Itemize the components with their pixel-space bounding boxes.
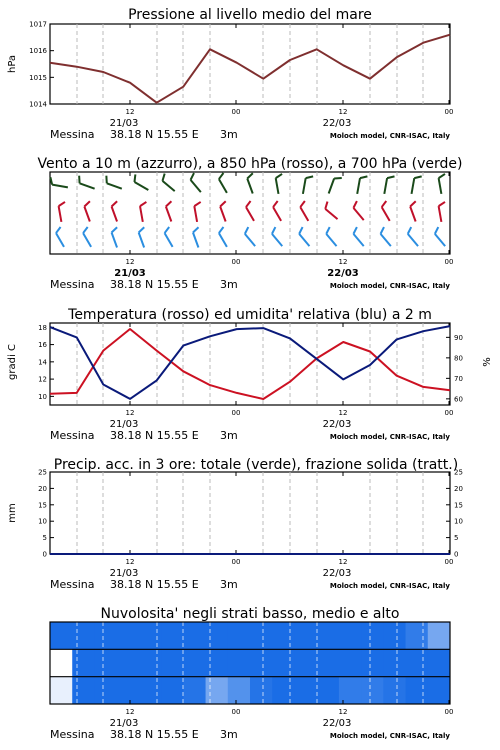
pressure-panel bbox=[7, 7, 453, 141]
temperature-y-tick-label: 14 bbox=[38, 358, 47, 367]
temperature-coords: 38.18 N 15.55 E bbox=[110, 429, 199, 442]
temperature-y-tick-label: 12 bbox=[38, 375, 47, 384]
wind10m-barb-shaft bbox=[139, 232, 144, 247]
wind10m-barb-shaft bbox=[326, 234, 336, 246]
wind10m-barb-shaft bbox=[193, 232, 198, 247]
cloud-cell bbox=[361, 677, 384, 705]
wind10m-barb bbox=[297, 227, 315, 246]
wind700-barb-flag bbox=[275, 174, 282, 178]
cloud-date-label: 22/03 bbox=[322, 718, 352, 729]
pressure-x-tick-label: 00 bbox=[444, 108, 454, 116]
temperature-y-tick-label: 10 bbox=[38, 392, 47, 401]
wind850-barb-flag bbox=[409, 201, 417, 206]
wind-x-tick-label: 00 bbox=[231, 258, 241, 266]
wind10m-barb-shaft bbox=[435, 234, 445, 246]
cloud-cell bbox=[139, 677, 162, 705]
wind700-barb-shaft bbox=[134, 182, 148, 190]
wind700-barb-flag bbox=[217, 173, 225, 179]
wind850-barb bbox=[352, 201, 370, 220]
wind10m-barb-flag bbox=[163, 227, 171, 233]
pressure-date-label: 21/03 bbox=[109, 118, 139, 129]
humidity-line bbox=[50, 326, 450, 399]
humidity-y-tick-label: 90 bbox=[454, 333, 463, 342]
temperature-x-tick-label: 00 bbox=[444, 409, 454, 417]
cloud-cell bbox=[383, 677, 406, 705]
wind10m-barb-flag bbox=[55, 227, 63, 233]
cloud-cell bbox=[139, 649, 162, 677]
wind10m-barb-flag bbox=[270, 227, 277, 234]
humidity-y-tick-label: 70 bbox=[454, 374, 463, 383]
precip-title: Precip. acc. in 3 ore: totale (verde), frazione solida (tratt.) bbox=[53, 457, 459, 473]
cloud-elevation: 3m bbox=[220, 728, 238, 741]
precip-coords: 38.18 N 15.55 E bbox=[110, 578, 199, 591]
wind700-barb-shaft bbox=[357, 178, 360, 194]
cloud-cell bbox=[117, 677, 140, 705]
cloud-cell bbox=[183, 677, 206, 705]
pressure-y-tick-label: 1014 bbox=[29, 100, 47, 109]
wind850-barb bbox=[139, 202, 149, 222]
cloud-cell bbox=[50, 622, 73, 650]
cloud-cell bbox=[50, 649, 73, 677]
cloud-cell bbox=[250, 677, 273, 705]
wind850-barb-shaft bbox=[84, 206, 89, 221]
wind10m-barb bbox=[379, 227, 397, 246]
temperature-date-label: 21/03 bbox=[109, 419, 139, 430]
wind700-barb bbox=[160, 174, 179, 192]
wind850-barb-shaft bbox=[194, 206, 197, 222]
pressure-x-tick-label: 12 bbox=[125, 108, 135, 116]
pressure-x-tick-label: 12 bbox=[338, 108, 348, 116]
cloud-cell bbox=[361, 622, 384, 650]
precip-y-tick-label: 10 bbox=[38, 517, 47, 526]
precip-right-y-tick-label: 5 bbox=[454, 534, 459, 543]
wind700-barb-shaft bbox=[191, 180, 201, 192]
wind10m-barb-shaft bbox=[83, 233, 91, 247]
pressure-y-tick-label: 1017 bbox=[29, 20, 47, 29]
wind700-barb-shaft bbox=[80, 183, 95, 188]
temperature-credit: Moloch model, CNR-ISAC, Italy bbox=[329, 433, 450, 441]
wind10m-barb bbox=[324, 227, 342, 246]
cloud-cell bbox=[317, 622, 340, 650]
wind10m-barb-shaft bbox=[56, 233, 64, 247]
wind-panel bbox=[37, 156, 462, 291]
wind10m-barb bbox=[352, 227, 370, 246]
wind700-barb bbox=[438, 174, 448, 194]
wind850-barb-shaft bbox=[140, 206, 143, 222]
wind700-barb bbox=[49, 177, 69, 187]
cloud-cell bbox=[428, 622, 451, 650]
cloud-x-tick-label: 00 bbox=[231, 708, 241, 716]
wind850-barb-shaft bbox=[220, 206, 225, 221]
cloud-cell bbox=[72, 649, 95, 677]
wind10m-barb-flag bbox=[297, 227, 304, 234]
wind-date-label: 22/03 bbox=[327, 268, 359, 279]
wind10m-barb-shaft bbox=[408, 234, 418, 246]
cloud-cell bbox=[339, 649, 362, 677]
wind850-barb-shaft bbox=[300, 207, 308, 221]
wind700-barb-shaft bbox=[329, 178, 334, 193]
wind-coords: 38.18 N 15.55 E bbox=[110, 278, 199, 291]
temperature-title: Temperatura (rosso) ed umidita' relativa (blu) a 2 m bbox=[68, 307, 432, 323]
precip-x-tick-label: 00 bbox=[231, 558, 241, 566]
temperature-elevation: 3m bbox=[220, 429, 238, 442]
pressure-y-tick-label: 1015 bbox=[29, 73, 47, 82]
wind700-barb-flag bbox=[414, 175, 421, 179]
cloud-cell bbox=[272, 677, 295, 705]
wind700-barb-shaft bbox=[219, 179, 227, 193]
wind10m-barb bbox=[406, 227, 424, 246]
wind10m-barb-flag bbox=[192, 227, 200, 232]
wind10m-barb bbox=[270, 227, 288, 246]
precip-location: Messina bbox=[50, 578, 95, 591]
wind700-barb-flag bbox=[360, 175, 367, 179]
wind10m-barb-flag bbox=[379, 227, 386, 234]
wind-credit: Moloch model, CNR-ISAC, Italy bbox=[329, 282, 450, 290]
cloud-cell bbox=[206, 622, 229, 650]
wind10m-barb-flag bbox=[243, 227, 250, 234]
wind10m-barb bbox=[55, 227, 71, 247]
wind850-barb bbox=[409, 201, 422, 221]
pressure-y-tick-label: 1016 bbox=[29, 47, 47, 56]
cloud-credit: Moloch model, CNR-ISAC, Italy bbox=[329, 732, 450, 740]
wind10m-barb-flag bbox=[352, 227, 359, 234]
cloud-cell bbox=[206, 649, 229, 677]
wind850-barb-flag bbox=[438, 202, 445, 206]
wind700-barb-flag bbox=[77, 176, 82, 184]
pressure-date-label: 22/03 bbox=[322, 118, 352, 129]
wind-x-tick-label: 12 bbox=[125, 258, 135, 266]
wind700-barb-flag bbox=[132, 174, 138, 182]
pressure-location: Messina bbox=[50, 128, 95, 141]
wind850-barb-flag bbox=[165, 201, 173, 206]
wind850-barb-shaft bbox=[353, 208, 363, 220]
precip-elevation: 3m bbox=[220, 578, 238, 591]
cloud-panel bbox=[50, 606, 453, 741]
cloud-cell bbox=[406, 677, 429, 705]
cloud-cell bbox=[383, 649, 406, 677]
wind850-barb bbox=[272, 201, 288, 221]
cloud-cell bbox=[94, 677, 117, 705]
cloud-date-label: 21/03 bbox=[109, 718, 139, 729]
wind850-barb-shaft bbox=[246, 207, 254, 221]
wind850-barb-flag bbox=[58, 202, 65, 206]
wind850-barb-flag bbox=[219, 201, 227, 206]
wind-date-label: 21/03 bbox=[114, 268, 146, 279]
wind850-barb-flag bbox=[272, 201, 280, 207]
wind700-barb-flag bbox=[306, 175, 313, 179]
cloud-cell bbox=[117, 622, 140, 650]
wind850-barb bbox=[438, 202, 448, 222]
cloud-cell bbox=[72, 622, 95, 650]
wind700-barb bbox=[412, 175, 422, 195]
wind-location: Messina bbox=[50, 278, 95, 291]
cloud-cell bbox=[94, 622, 117, 650]
wind850-barb bbox=[194, 202, 204, 222]
cloud-cell bbox=[383, 622, 406, 650]
cloud-cell bbox=[117, 649, 140, 677]
wind10m-barb-shaft bbox=[245, 234, 255, 246]
cloud-cell bbox=[94, 649, 117, 677]
wind700-barb-shaft bbox=[412, 178, 415, 194]
cloud-coords: 38.18 N 15.55 E bbox=[110, 728, 199, 741]
wind10m-barb-shaft bbox=[112, 232, 117, 247]
wind850-barb-shaft bbox=[112, 206, 117, 221]
wind-x-tick-label: 12 bbox=[338, 258, 348, 266]
wind700-barb-shaft bbox=[384, 178, 387, 194]
wind700-barb-flag bbox=[246, 173, 254, 178]
cloud-cell bbox=[339, 622, 362, 650]
wind700-barb-shaft bbox=[107, 183, 122, 188]
cloud-cell bbox=[361, 649, 384, 677]
wind850-barb bbox=[165, 201, 178, 221]
cloud-cell bbox=[206, 677, 229, 705]
temperature-panel bbox=[7, 307, 493, 442]
wind850-barb bbox=[111, 201, 124, 221]
precip-y-tick-label: 0 bbox=[42, 550, 47, 559]
wind10m-barb-flag bbox=[138, 227, 146, 232]
wind10m-barb bbox=[433, 227, 451, 246]
wind-x-tick-label: 00 bbox=[444, 258, 454, 266]
precip-date-label: 22/03 bbox=[322, 568, 352, 579]
wind850-barb-flag bbox=[194, 202, 201, 206]
wind-title: Vento a 10 m (azzurro), a 850 hPa (rosso), a 700 hPa (verde) bbox=[37, 156, 463, 172]
wind700-barb-flag bbox=[189, 173, 196, 180]
pressure-coords: 38.18 N 15.55 E bbox=[110, 128, 199, 141]
cloud-cell bbox=[183, 622, 206, 650]
wind850-barb-flag bbox=[111, 201, 119, 206]
precip-y-tick-label: 20 bbox=[38, 484, 47, 493]
cloud-cell bbox=[294, 677, 317, 705]
cloud-cell bbox=[294, 622, 317, 650]
wind700-barb bbox=[77, 176, 97, 189]
cloud-cell bbox=[294, 649, 317, 677]
cloud-location: Messina bbox=[50, 728, 95, 741]
wind10m-barb-shaft bbox=[165, 233, 173, 247]
precip-ylabel: mm bbox=[7, 503, 18, 523]
wind850-barb-shaft bbox=[166, 206, 171, 221]
wind850-barb-flag bbox=[323, 202, 330, 209]
precip-x-tick-label: 00 bbox=[444, 558, 454, 566]
wind700-barb-shaft bbox=[276, 178, 279, 194]
cloud-title: Nuvolosita' negli strati basso, medio e alto bbox=[100, 606, 400, 622]
wind10m-barb-shaft bbox=[219, 233, 227, 247]
precip-right-y-tick-label: 15 bbox=[454, 501, 463, 510]
temperature-y-tick-label: 18 bbox=[38, 323, 47, 332]
pressure-frame bbox=[50, 24, 450, 104]
temperature-ylabel: gradi C bbox=[7, 344, 18, 380]
cloud-cell bbox=[228, 677, 251, 705]
cloud-cell bbox=[428, 649, 451, 677]
cloud-cell bbox=[50, 677, 73, 705]
cloud-cell bbox=[317, 677, 340, 705]
wind850-barb-shaft bbox=[410, 206, 415, 221]
wind10m-barb-flag bbox=[406, 227, 413, 234]
wind10m-barb bbox=[192, 227, 205, 247]
wind700-barb bbox=[357, 175, 367, 195]
wind850-barb-flag bbox=[299, 201, 307, 207]
humidity-y-tick-label: 80 bbox=[454, 354, 463, 363]
wind700-barb bbox=[217, 173, 233, 193]
wind850-barb bbox=[245, 201, 261, 221]
temperature-frame bbox=[50, 323, 450, 405]
wind700-barb-shaft bbox=[439, 178, 442, 194]
wind850-barb-shaft bbox=[273, 207, 281, 221]
wind700-barb-flag bbox=[334, 176, 342, 181]
temperature-y-tick-label: 16 bbox=[38, 341, 47, 350]
precip-y-tick-label: 25 bbox=[38, 468, 47, 477]
wind700-barb-shaft bbox=[52, 185, 68, 188]
wind850-barb-shaft bbox=[382, 207, 390, 221]
humidity-y-tick-label: 60 bbox=[454, 395, 463, 404]
wind700-barb-shaft bbox=[303, 178, 306, 194]
precip-right-y-tick-label: 25 bbox=[454, 468, 463, 477]
pressure-title: Pressione al livello medio del mare bbox=[128, 7, 372, 23]
precip-x-tick-label: 12 bbox=[125, 558, 135, 566]
precip-panel bbox=[7, 457, 463, 591]
wind850-barb bbox=[219, 201, 232, 221]
precip-date-label: 21/03 bbox=[109, 568, 139, 579]
humidity-ylabel: % bbox=[482, 357, 493, 367]
cloud-cell bbox=[161, 622, 184, 650]
wind10m-barb-flag bbox=[111, 227, 119, 232]
wind850-barb-flag bbox=[139, 202, 146, 206]
wind10m-barb-shaft bbox=[381, 234, 391, 246]
cloud-cell bbox=[272, 649, 295, 677]
cloud-cell bbox=[139, 622, 162, 650]
precip-right-y-tick-label: 10 bbox=[454, 517, 463, 526]
cloud-cell bbox=[250, 622, 273, 650]
wind850-barb-shaft bbox=[325, 209, 337, 219]
wind850-barb-shaft bbox=[59, 206, 62, 222]
wind700-barb bbox=[329, 176, 342, 196]
wind700-barb-flag bbox=[104, 176, 109, 184]
cloud-cell bbox=[228, 622, 251, 650]
pressure-elevation: 3m bbox=[220, 128, 238, 141]
wind850-barb-shaft bbox=[439, 206, 442, 222]
wind10m-barb-flag bbox=[433, 227, 440, 234]
wind700-barb-flag bbox=[387, 175, 394, 179]
wind10m-barb bbox=[163, 227, 179, 247]
precip-y-tick-label: 15 bbox=[38, 501, 47, 510]
wind700-barb-flag bbox=[160, 174, 167, 181]
cloud-cell bbox=[228, 649, 251, 677]
cloud-x-tick-label: 00 bbox=[444, 708, 454, 716]
cloud-cell bbox=[406, 649, 429, 677]
cloud-cell bbox=[406, 622, 429, 650]
pressure-credit: Moloch model, CNR-ISAC, Italy bbox=[329, 132, 450, 140]
temperature-date-label: 22/03 bbox=[322, 419, 352, 430]
cloud-cell bbox=[183, 649, 206, 677]
wind850-barb bbox=[58, 202, 68, 222]
cloud-x-tick-label: 12 bbox=[125, 708, 135, 716]
temperature-x-tick-label: 12 bbox=[125, 409, 135, 417]
wind700-barb bbox=[384, 175, 394, 195]
wind10m-barb-shaft bbox=[272, 234, 282, 246]
wind10m-barb bbox=[111, 227, 124, 247]
wind700-barb bbox=[246, 173, 259, 193]
precip-right-y-tick-label: 0 bbox=[454, 550, 459, 559]
wind850-barb bbox=[380, 201, 396, 221]
wind850-barb-flag bbox=[83, 201, 91, 206]
cloud-cell bbox=[161, 649, 184, 677]
temperature-location: Messina bbox=[50, 429, 95, 442]
wind10m-barb-shaft bbox=[353, 234, 363, 246]
wind10m-barb bbox=[243, 227, 261, 246]
cloud-cell bbox=[272, 622, 295, 650]
cloud-cell bbox=[317, 649, 340, 677]
wind850-barb bbox=[323, 202, 342, 220]
wind850-barb-flag bbox=[245, 201, 253, 207]
wind850-barb-flag bbox=[352, 201, 359, 208]
wind850-barb bbox=[83, 201, 96, 221]
wind700-barb bbox=[132, 174, 152, 190]
precip-credit: Moloch model, CNR-ISAC, Italy bbox=[329, 582, 450, 590]
temperature-x-tick-label: 00 bbox=[231, 409, 241, 417]
wind700-barb bbox=[104, 176, 124, 189]
precip-right-y-tick-label: 20 bbox=[454, 484, 463, 493]
cloud-cell bbox=[428, 677, 451, 705]
wind10m-barb bbox=[217, 227, 233, 247]
wind10m-barb-flag bbox=[324, 227, 331, 234]
cloud-cell bbox=[339, 677, 362, 705]
precip-frame bbox=[50, 472, 450, 554]
temperature-x-tick-label: 12 bbox=[338, 409, 348, 417]
wind10m-barb-flag bbox=[82, 227, 90, 233]
pressure-x-tick-label: 00 bbox=[231, 108, 241, 116]
wind700-barb bbox=[189, 173, 207, 192]
wind10m-barb bbox=[82, 227, 98, 247]
cloud-cell bbox=[250, 649, 273, 677]
wind700-barb bbox=[303, 175, 313, 195]
wind850-barb bbox=[299, 201, 315, 221]
wind700-barb-flag bbox=[438, 174, 445, 178]
wind700-barb bbox=[275, 174, 285, 194]
wind700-barb-shaft bbox=[247, 178, 252, 193]
pressure-ylabel: hPa bbox=[7, 54, 18, 74]
wind10m-barb-flag bbox=[217, 227, 225, 233]
wind10m-barb bbox=[138, 227, 151, 247]
wind-elevation: 3m bbox=[220, 278, 238, 291]
cloud-cell bbox=[72, 677, 95, 705]
precip-y-tick-label: 5 bbox=[42, 534, 47, 543]
wind10m-barb-shaft bbox=[299, 234, 309, 246]
cloud-cell bbox=[161, 677, 184, 705]
pressure-line bbox=[50, 35, 450, 103]
wind700-barb-shaft bbox=[162, 181, 174, 191]
wind850-barb-flag bbox=[380, 201, 388, 207]
cloud-x-tick-label: 12 bbox=[338, 708, 348, 716]
precip-x-tick-label: 12 bbox=[338, 558, 348, 566]
